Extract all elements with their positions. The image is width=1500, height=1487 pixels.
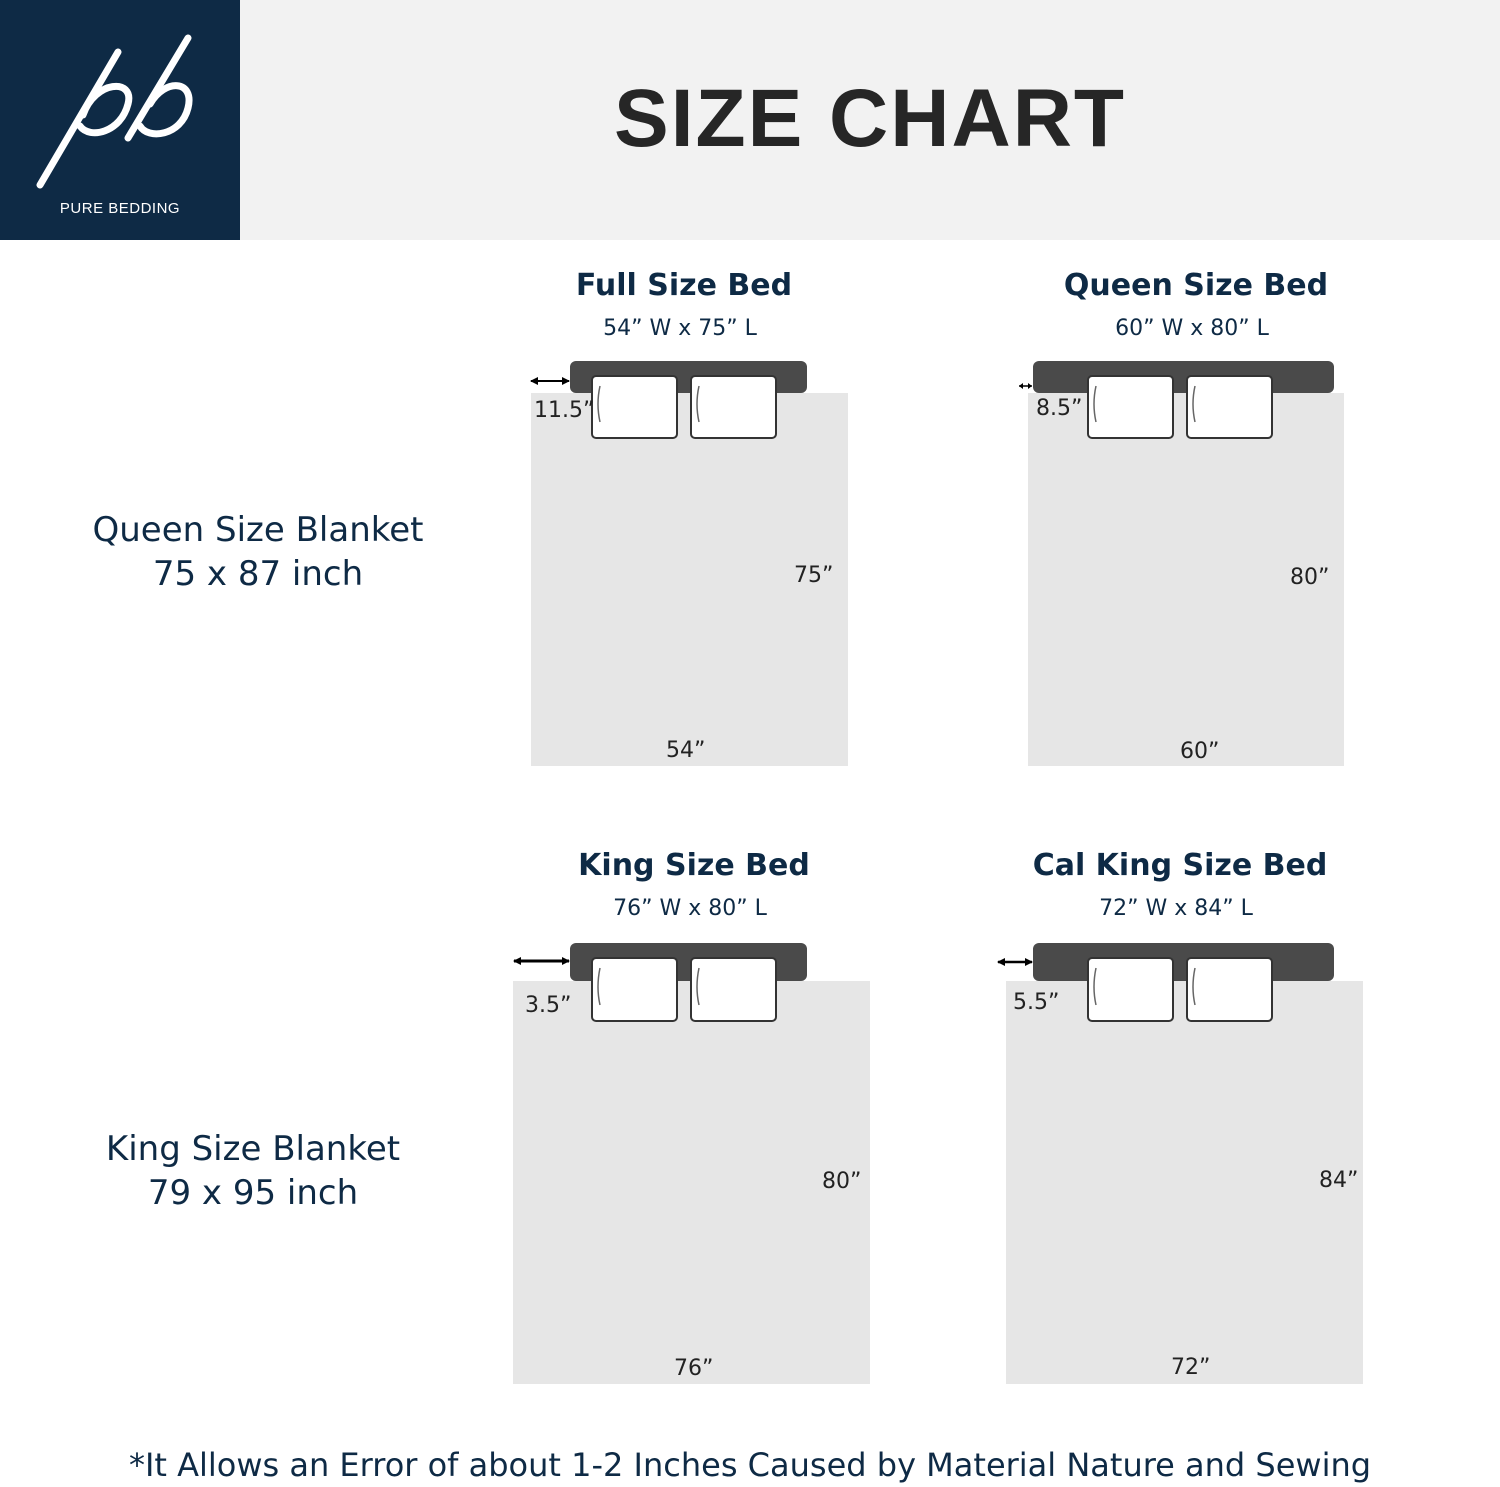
- blanket-size: 79 x 95 inch: [147, 1173, 359, 1213]
- width-label: 54”: [666, 738, 706, 763]
- overhang-label: 8.5”: [1036, 396, 1083, 421]
- width-label: 60”: [1180, 739, 1220, 764]
- bed-dims-cal-king: 72” W x 84” L: [1099, 896, 1253, 921]
- overhang-label: 3.5”: [525, 993, 572, 1018]
- mattress: [513, 981, 870, 1384]
- blanket-name: King Size Blanket: [105, 1129, 401, 1169]
- pillow-left: [1088, 376, 1173, 438]
- length-label: 80”: [822, 1169, 862, 1194]
- overhang-label: 11.5”: [534, 398, 595, 423]
- bed-diagram-king: [513, 943, 870, 1384]
- brand-name: PURE BEDDING: [59, 200, 181, 217]
- blanket-name: Queen Size Blanket: [92, 510, 424, 550]
- page-title: SIZE CHART: [614, 73, 1126, 164]
- pillow-right: [1187, 958, 1272, 1021]
- bed-title-queen: Queen Size Bed: [1063, 268, 1329, 303]
- pillow-right: [691, 376, 776, 438]
- pillow-left: [592, 958, 677, 1021]
- length-label: 80”: [1290, 565, 1330, 590]
- pillow-right: [1187, 376, 1272, 438]
- bed-title-king: King Size Bed: [578, 848, 810, 883]
- footnote: *It Allows an Error of about 1-2 Inches Caused by Material Nature and Sewing: [128, 1446, 1372, 1484]
- bed-diagram-cal-king: [998, 943, 1363, 1384]
- bed-title-cal-king: Cal King Size Bed: [1032, 848, 1328, 883]
- headboard: [1033, 361, 1334, 393]
- bed-diagram-full: [531, 361, 848, 766]
- bed-dims-full: 54” W x 75” L: [603, 316, 757, 341]
- blanket-size: 75 x 87 inch: [152, 554, 364, 594]
- bed-title-full: Full Size Bed: [575, 268, 793, 303]
- bed-diagram-queen: [1019, 361, 1344, 766]
- bed-dims-queen: 60” W x 80” L: [1115, 316, 1269, 341]
- pillow-left: [1088, 958, 1173, 1021]
- mattress: [1006, 981, 1363, 1384]
- width-label: 76”: [674, 1356, 714, 1381]
- bed-dims-king: 76” W x 80” L: [613, 896, 767, 921]
- overhang-label: 5.5”: [1013, 990, 1060, 1015]
- headboard: [1033, 943, 1334, 981]
- pillow-left: [592, 376, 677, 438]
- length-label: 75”: [794, 563, 834, 588]
- length-label: 84”: [1319, 1168, 1359, 1193]
- pillow-right: [691, 958, 776, 1021]
- width-label: 72”: [1171, 1355, 1211, 1380]
